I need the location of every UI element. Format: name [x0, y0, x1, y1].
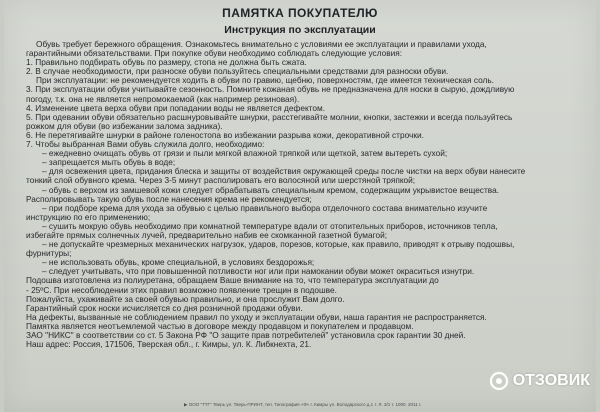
text-line: – следует учитывать, что при повышенной потливости ног или при намокании обуви может окраситься изнутри.	[42, 266, 475, 277]
text-line: 7. Чтобы выбранная Вами обувь служила долго, необходимо:	[26, 139, 265, 150]
text-line: Подошва изготовлена из полиуретана, обращаем Ваше внимание на то, что температура эксплуатации до	[26, 275, 439, 286]
text-line: – ежедневно очищать обувь от грязи и пыли мягкой влажной тряпкой или щеткой, затем вытереть сухой;	[42, 148, 448, 159]
text-line: тонкий слой обувного крема. Через 3-5 минут располировать его волосяной или шерстяной тряпкой;	[26, 175, 416, 186]
text-line: избегайте прямых солнечных лучей, предварительно набив ее скомканной газетной бумагой;	[26, 229, 388, 240]
text-line: – для освежения цвета, придания блеска и защиты от воздействия окружающей среды после чистки на верх обуви нанесите	[42, 166, 526, 177]
otzovik-watermark	[489, 371, 590, 391]
watermark-logo-icon	[489, 371, 509, 391]
text-line: – запрещается мыть обувь в воде;	[42, 157, 176, 168]
text-line: – при подборе крема для ухода за обувью с целью правильного выбора отделочного состава внимательно изучите	[42, 202, 488, 213]
text-line: погоду, т.к. она не является непромокаемой (как например резиновая).	[26, 93, 300, 104]
text-line: рожком для обуви (во избежании залома задника).	[26, 120, 223, 131]
text-line: фурнитуры;	[26, 248, 72, 259]
text-line: 6. Не перетягивайте шнурки в районе голеностопа во избежании разрыва кожи, декоративной строчки.	[26, 129, 424, 140]
text-line: гарантийными обязательствами. При покупке обуви необходимо соблюдать следующие условия:	[26, 48, 403, 59]
document-title: ПАМЯТКА ПОКУПАТЕЛЮ	[222, 6, 378, 20]
instruction-sheet	[4, 0, 596, 412]
text-line: – не использовать обувь, кроме специальной, в условиях бездорожья;	[42, 257, 315, 268]
watermark-text: ОТЗОВИК	[512, 372, 590, 389]
text-line: 1. Правильно подбирать обувь по размеру, стопа не должна быть сжата.	[26, 57, 307, 68]
text-line: 3. При эксплуатации обуви учитывайте сезонность. Помните кожаная обувь не предназначена для носки в сырую, дождливую	[26, 84, 515, 95]
text-line: Обувь требует бережного обращения. Ознакомьтесь внимательно с условиями ее эксплуатации и правилами ухода,	[36, 39, 487, 49]
document-body	[26, 40, 588, 349]
text-line: – не допускайте чрезмерных механических нагрузок, ударов, порезов, которые, как правило, приводят к отрыву подошвы,	[42, 239, 515, 250]
text-line: При эксплуатации: не рекомендуется ходить в обуви по гравию, щебню, поверхностям, где имеется техническая соль.	[36, 75, 494, 86]
text-line: Располировывать такую обувь после нанесения крема не рекомендуется;	[26, 193, 312, 204]
text-line: 4. Изменение цвета верха обуви при попадании воды не является дефектом.	[26, 102, 325, 113]
text-line: – обувь с верхом из замшевой кожи следует обрабатывать специальным кремом, содержащим укрывистое вещества.	[42, 184, 499, 195]
text-line: Памятка является неотъемлемой частью в договоре между продавцом и покупателем и продавцом.	[26, 320, 414, 331]
text-line: Пожалуйста, ухаживайте за своей обувью правильно, и она прослужит Вам долго.	[26, 293, 345, 304]
text-line: 2. В случае необходимости, при разноске обуви пользуйтесь специальными средствами для разноски обуви.	[26, 66, 449, 77]
text-line: Гарантийный срок носки исчисляется со дня розничной продажи обуви.	[26, 302, 303, 313]
text-line: – сушить мокрую обувь необходимо при комнатной температуре вдали от отопительных приборов, источников тепла,	[42, 220, 498, 231]
text-line: На дефекты, вызванные не соблюдением правил по уходу и эксплуатации обуви, наша гарантия не распространяется.	[26, 311, 487, 322]
text-line: 5. При одевании обуви обязательно расшнуровывайте шнурки, расстегивайте молнии, кнопки, застежки и всегда пользуйтесь	[26, 111, 513, 122]
text-line: ЗАО "НИКС" в соответствии со ст. 5 Закона РФ "О защите прав потребителей" установила срок гарантии 30 дней.	[26, 330, 466, 340]
text-line: Наш адрес: Россия, 171506, Тверская обл., г. Кимры, ул. К. Либкнехта, 21.	[26, 339, 312, 350]
printer-fine-print: ▶ ООО "ТТГ" Тверь ул. Тверь-ПРИНТ, тел. Типография «Ф» г. Кимры ул. Володарского д.1 т. Л. 3/1 т. 1000. 2011 г.	[184, 402, 422, 407]
text-line: - 25ºС. При несоблюдении этих правил возможно появление трещин в подошве.	[26, 284, 337, 295]
text-line: инструкцию по его применению;	[26, 211, 151, 222]
document-subtitle: Инструкция по эксплуатации	[224, 24, 376, 36]
